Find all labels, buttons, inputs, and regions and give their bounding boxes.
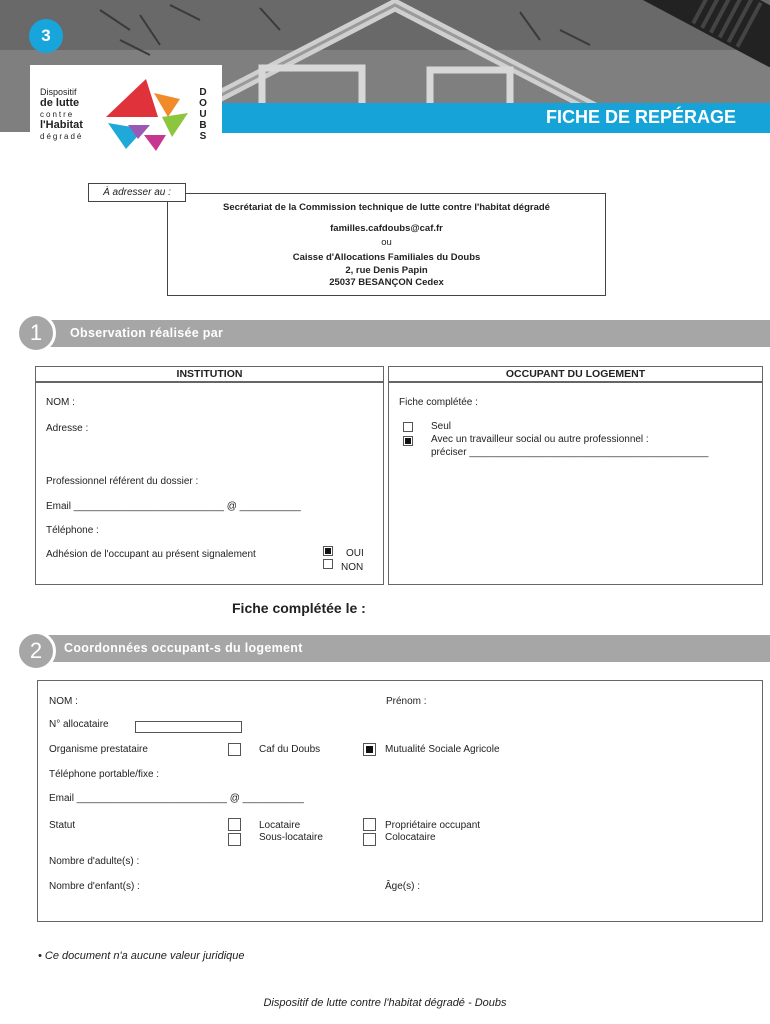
allocataire-label: N° allocataire [49,719,109,730]
institution-telephone-label: Téléphone : [46,525,99,536]
colocataire-label: Colocataire [385,832,436,843]
msa-label: Mutualité Sociale Agricole [385,744,500,755]
occupant-header: OCCUPANT DU LOGEMENT [388,366,763,382]
enfants-label: Nombre d'enfant(s) : [49,881,140,892]
institution-email-field[interactable]: Email ___________________________ @ ___________ [46,501,301,512]
logo-line-1: Dispositif [40,87,77,97]
institution-nom-label: NOM : [46,397,75,408]
prenom-label: Prénom : [386,696,427,707]
allocataire-input[interactable] [135,721,242,733]
address-line-6: 25037 BESANÇON Cedex [329,277,444,288]
oui-label: OUI [346,548,364,559]
section-2-bar [44,635,770,662]
organisme-label: Organisme prestataire [49,744,148,755]
logo [30,65,222,155]
occupant-box [388,382,763,585]
avec-professionnel-checkbox[interactable] [403,436,413,446]
occupant-email-field[interactable]: Email ___________________________ @ ___________ [49,793,304,804]
logo-letter: D [199,87,207,98]
institution-adresse-label: Adresse : [46,423,89,434]
locataire-checkbox[interactable] [228,818,241,831]
section-2-number: 2 [16,631,56,671]
caf-label: Caf du Doubs [259,744,321,755]
referent-label: Professionnel référent du dossier : [46,476,199,487]
logo-line-2: de lutte [40,97,80,109]
proprietaire-checkbox[interactable] [363,818,376,831]
occupant-details-box [37,680,763,922]
section-1-bar [44,320,770,347]
adhesion-label: Adhésion de l'occupant au présent signalement [46,549,256,560]
address-email: familles.cafdoubs@caf.fr [330,223,443,234]
institution-box [35,382,384,585]
bullet-icon: • [38,950,42,962]
proprietaire-label: Propriétaire occupant [385,820,481,831]
institution-header: INSTITUTION [35,366,384,382]
fiche-completee-label: Fiche complétée : [399,397,478,408]
oui-checkbox[interactable] [323,546,333,556]
preciser-field[interactable]: préciser ___________________________________________ [431,447,709,458]
non-label: NON [341,562,364,573]
caf-checkbox[interactable] [228,743,241,756]
section-1-title: Observation réalisée par [70,326,224,340]
address-line-4: Caisse d'Allocations Familiales du Doubs [292,252,481,263]
address-line-5: 2, rue Denis Papin [345,265,428,276]
fiche-completee-date-label: Fiche complétée le : [232,600,366,616]
page-footer: Dispositif de lutte contre l'habitat dégradé - Doubs [263,997,507,1009]
logo-vertical-text [198,87,208,142]
sous-locataire-label: Sous-locataire [259,832,323,843]
seul-label: Seul [431,421,452,432]
avec-professionnel-label: Avec un travailleur social ou autre professionnel : [431,434,649,445]
adultes-label: Nombre d'adulte(s) : [49,856,140,867]
logo-line-4: l'Habitat [40,119,83,131]
logo-letter: S [199,131,207,142]
section-1-number: 1 [16,313,56,353]
msa-checkbox[interactable] [363,743,376,756]
logo-letter: B [199,120,207,131]
section-2-title: Coordonnées occupant-s du logement [64,641,303,655]
logo-graphic [102,73,194,155]
non-checkbox[interactable] [323,559,333,569]
address-box [167,193,606,296]
logo-letter: O [199,98,207,109]
logo-line-3: contre [40,110,75,119]
occupant-nom-label: NOM : [49,696,78,707]
telephone-label: Téléphone portable/fixe : [49,769,160,780]
disclaimer-text: Ce document n'a aucune valeur juridique [44,950,245,962]
address-or: ou [381,237,392,248]
logo-line-5: dégradé [40,132,84,141]
sous-locataire-checkbox[interactable] [228,833,241,846]
title-bar [222,103,770,133]
statut-label: Statut [49,820,76,831]
logo-text [40,87,83,142]
colocataire-checkbox[interactable] [363,833,376,846]
page-number-badge: 3 [29,19,63,53]
age-label: Âge(s) : [385,881,421,892]
locataire-label: Locataire [259,820,301,831]
seul-checkbox[interactable] [403,422,413,432]
logo-letter: U [199,109,207,120]
page-title: FICHE DE REPÉRAGE [545,107,736,127]
address-label: À adresser au : [88,183,186,202]
disclaimer [38,950,245,962]
address-line-1: Secrétariat de la Commission technique de lutte contre l'habitat dégradé [223,202,550,213]
